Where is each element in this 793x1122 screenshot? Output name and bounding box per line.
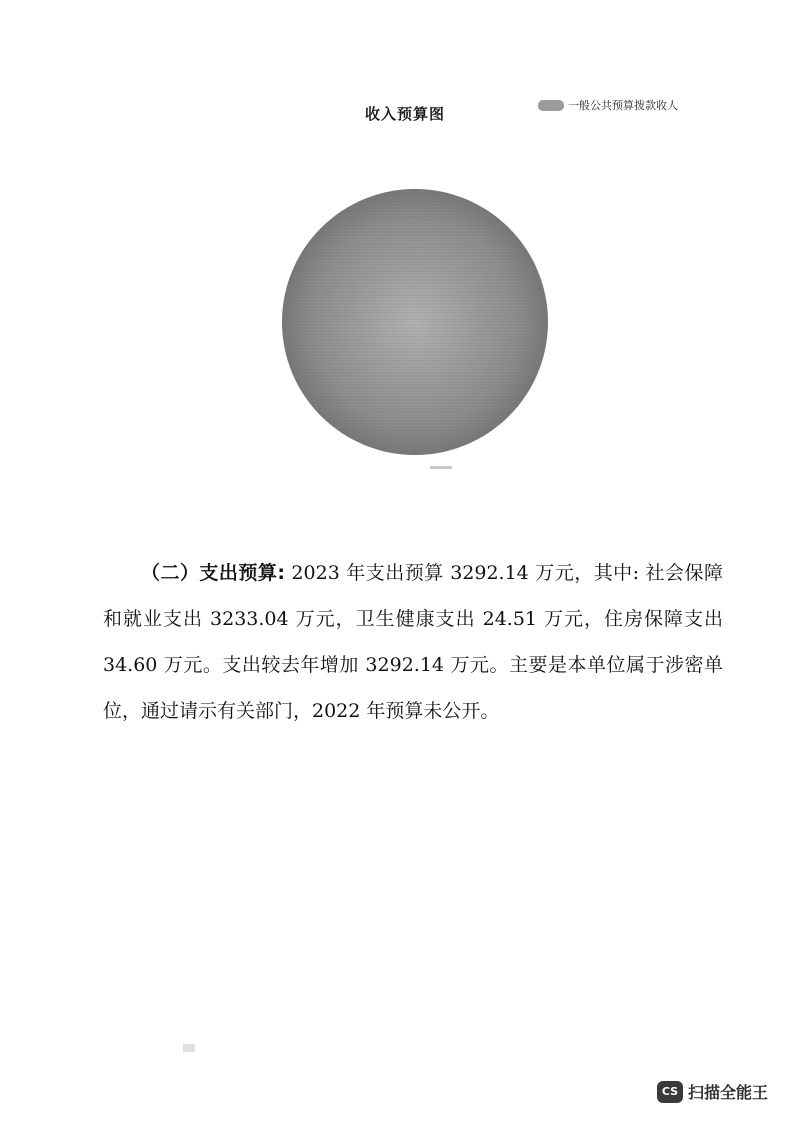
pie-chart <box>279 186 551 458</box>
watermark-text: 扫描全能王 <box>688 1083 769 1102</box>
pie-chart-svg <box>279 186 551 458</box>
legend-label: 一般公共预算拨款收人 <box>568 99 678 112</box>
chart-title: 收入预算图 <box>365 105 446 123</box>
legend-swatch <box>538 100 564 111</box>
chart-legend <box>538 97 678 113</box>
section-heading: （二）支出预算: <box>141 562 285 584</box>
pie-slice-texture-0 <box>282 189 548 455</box>
scan-artifact <box>183 1044 195 1052</box>
camscanner-watermark <box>657 1080 768 1103</box>
scan-artifact <box>430 466 452 469</box>
camscanner-logo: CS <box>657 1081 683 1103</box>
section-body: 2023 年支出预算 3292.14 万元，其中: 社会保障和就业支出 3233.04 万元，卫生健康支出 24.51 万元，住房保障支出 34.60 万元。支出较去年增加 3292.14 万元。主要是本单位属于涉密单位，通过请示有关部门，2022 年预算未公开。 <box>103 562 723 722</box>
expenditure-budget-paragraph <box>103 550 723 734</box>
